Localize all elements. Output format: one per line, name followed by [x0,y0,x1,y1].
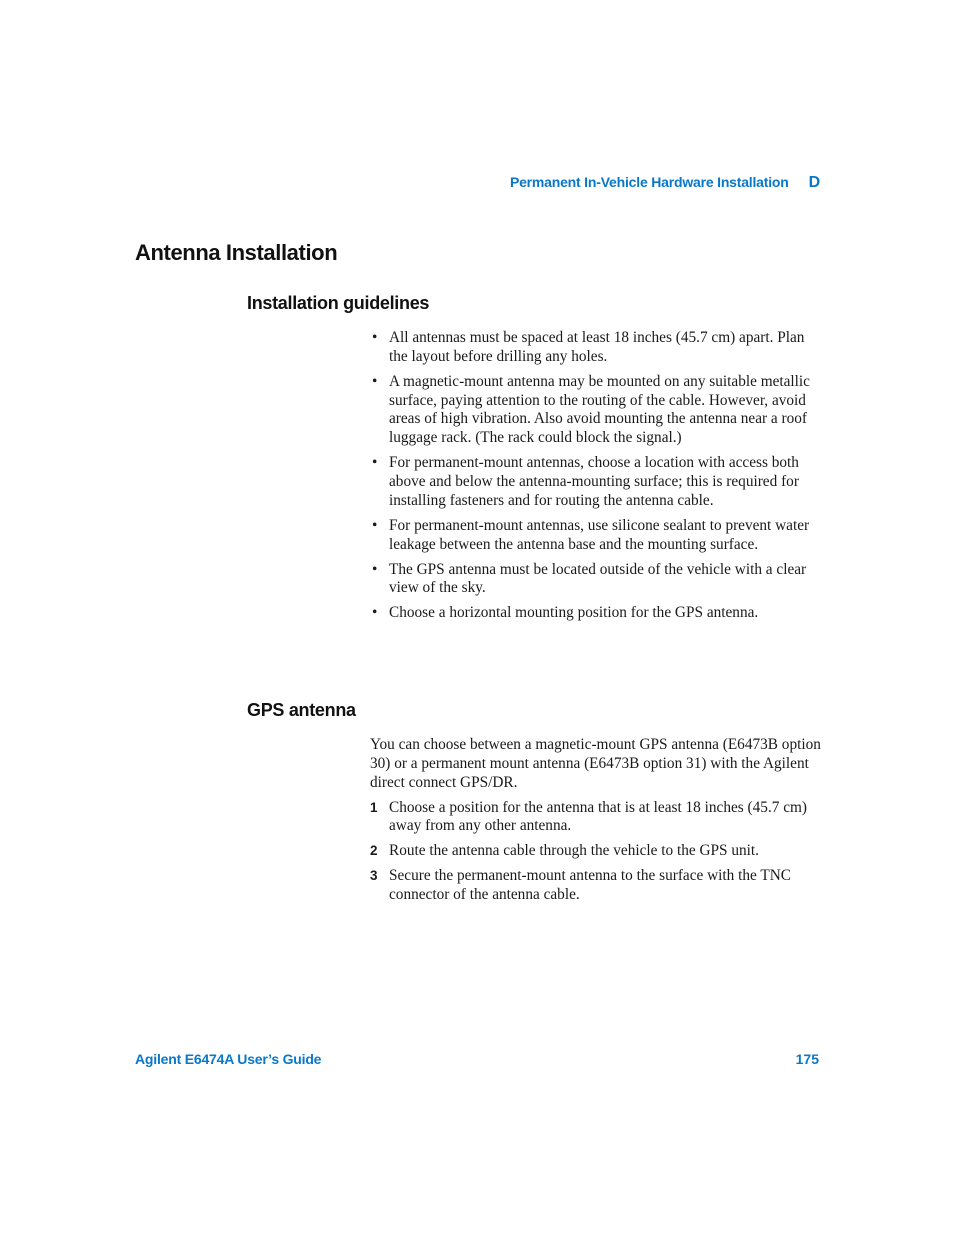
bullet-icon: • [372,604,378,622]
list-item-text: For permanent-mount antennas, use silicone sealant to prevent water leakage between the antenna base and the mounting surface. [389,516,810,553]
bullet-icon: • [372,516,378,534]
bullet-icon: • [372,329,378,346]
step-text: Secure the permanent-mount antenna to the surface with the TNC connector of the antenna cable. [389,866,791,903]
gps-heading: GPS antenna [247,700,356,720]
chapter-title: Permanent In-Vehicle Hardware Installation [509,174,789,190]
list-item-text: All antennas must be spaced at least 18 inches (45.7 cm) apart. Plan the layout before drilling any holes. [389,329,805,365]
step-number: 3 [370,867,378,883]
list-item [370,604,825,623]
guidelines-list-container [370,329,825,629]
gps-intro-paragraph: You can choose between a magnetic-mount GPS antenna (E6473B option 30) or a permanent mount antenna (E6473B option 31) with the Agilent direct connect GPS/DR. [370,736,821,791]
list-item [370,329,825,367]
bullet-icon: • [372,372,378,390]
section-title: Antenna Installation [135,240,338,265]
list-item-text: Choose a horizontal mounting position for the GPS antenna. [389,604,759,622]
footer-guide-title: Agilent E6474A User’s Guide [135,1051,322,1067]
step-number: 2 [370,843,378,859]
list-item-text: For permanent-mount antennas, choose a location with access both above and below the antenna-mounting surface; this is required for installing fasteners and for routing the antenna cable. [389,454,799,509]
guidelines-heading: Installation guidelines [247,293,430,313]
step-text: Route the antenna cable through the vehicle to the GPS unit. [389,842,760,860]
list-item-text: The GPS antenna must be located outside of the vehicle with a clear view of the sky. [389,560,807,597]
list-item [370,561,825,599]
gps-content [370,736,825,911]
step-number: 1 [370,799,378,815]
list-item [370,517,825,555]
step-item [370,842,825,861]
step-item [370,867,825,905]
appendix-letter: D [808,174,820,191]
step-item [370,799,825,837]
guidelines-list [370,329,825,623]
running-header [510,174,820,192]
bullet-icon: • [372,560,378,578]
bullet-icon: • [372,454,378,472]
step-text: Choose a position for the antenna that is at least 18 inches (45.7 cm) away from any other antenna. [389,798,808,835]
list-item-text: A magnetic-mount antenna may be mounted on any suitable metallic surface, paying attention to the routing of the cable. However, avoid areas of high vibration. Also avoid mounting the antenna near a roof luggage rack. (The rack could block the signal.) [389,372,810,447]
gps-steps-list [370,799,825,905]
list-item [370,373,825,448]
page-number: 175 [795,1051,819,1067]
list-item [370,454,825,510]
